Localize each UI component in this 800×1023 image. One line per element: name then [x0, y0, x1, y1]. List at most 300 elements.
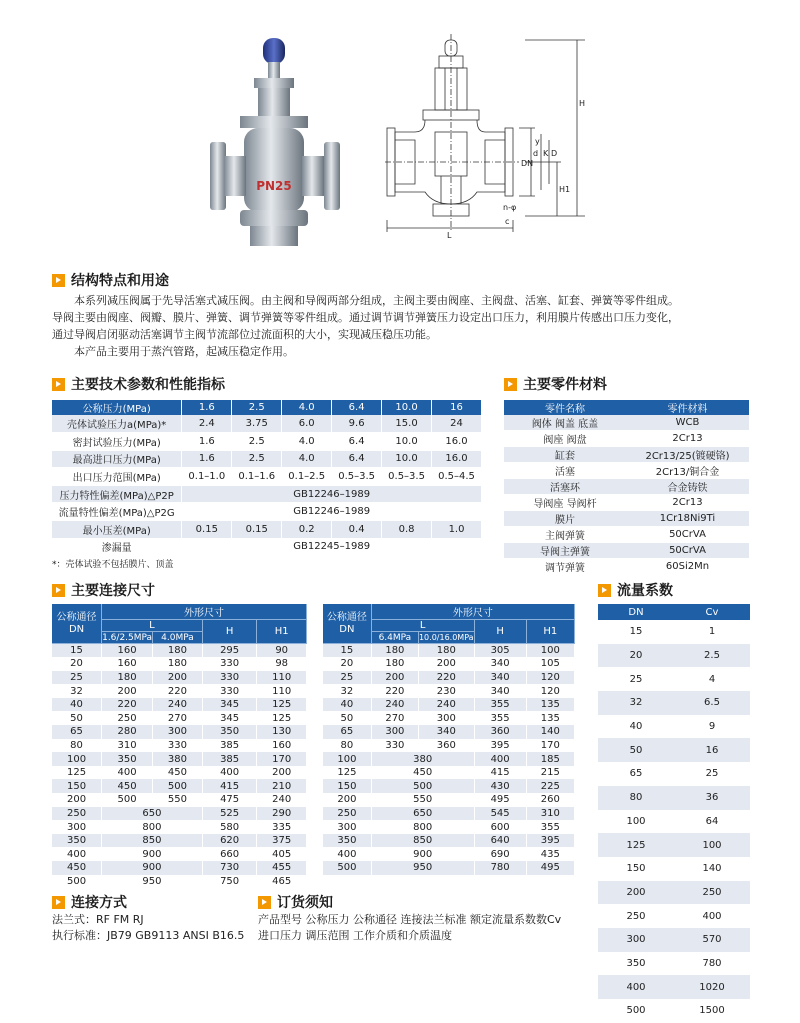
section-arrow-icon: [52, 378, 65, 391]
features-heading: 结构特点和用途: [52, 270, 169, 290]
table-cell: 60Si2Mn: [626, 559, 749, 575]
table-row: [52, 820, 307, 834]
table-cell: 壳体试验压力a(MPa)*: [52, 415, 182, 433]
table-cell: 9: [674, 715, 750, 739]
flow-heading: 流量系数: [598, 580, 673, 600]
table-cell: 32: [52, 684, 102, 698]
dim1-h1-header: H1: [257, 620, 307, 644]
table-cell: 950: [102, 875, 203, 889]
dim-label-c: c: [505, 217, 510, 226]
table-cell: GB12246–1989: [182, 485, 482, 503]
tech-header-cell: 10.0: [382, 400, 432, 415]
table-row: [504, 559, 749, 575]
table-cell: 65: [323, 725, 371, 739]
table-cell: 260: [526, 793, 574, 807]
table-cell: 250: [52, 807, 102, 821]
table-cell: 50CrVA: [626, 527, 749, 543]
table-cell: 110: [257, 684, 307, 698]
table-cell: 2.5: [232, 450, 282, 468]
table-cell: 135: [526, 698, 574, 712]
table-cell: 180: [371, 657, 418, 671]
table-cell: 380: [371, 752, 474, 766]
table-cell: 415: [202, 779, 257, 793]
table-cell: 385: [202, 752, 257, 766]
table-row: [52, 861, 307, 875]
table-cell: 80: [598, 786, 674, 810]
table-cell: 180: [153, 644, 203, 658]
table-cell: 300: [52, 820, 102, 834]
parts-heading: 主要零件材料: [504, 374, 607, 394]
table-row: [323, 739, 575, 753]
dim2-l-header: L: [371, 620, 474, 632]
table-cell: 800: [371, 820, 474, 834]
table-row: [323, 698, 575, 712]
parts-header-cell: 零件名称: [504, 400, 626, 415]
table-cell: 120: [526, 684, 574, 698]
table-cell: 230: [418, 684, 474, 698]
table-cell: 650: [371, 807, 474, 821]
table-cell: 阀体 阀盖 底盖: [504, 415, 626, 431]
table-cell: 330: [202, 671, 257, 685]
connection-text: [52, 912, 244, 944]
table-cell: 240: [257, 793, 307, 807]
table-cell: 620: [202, 834, 257, 848]
table-cell: 400: [102, 766, 153, 780]
table-cell: 780: [474, 861, 526, 875]
table-cell: 250: [102, 711, 153, 725]
table-cell: 25: [598, 667, 674, 691]
table-row: [52, 766, 307, 780]
table-cell: 200: [323, 793, 371, 807]
table-cell: 25: [323, 671, 371, 685]
table-cell: 2.5: [674, 644, 750, 668]
table-row: [598, 644, 750, 668]
dim-label-h: H: [579, 99, 586, 108]
table-cell: 4.0: [282, 433, 332, 451]
section-arrow-icon: [52, 896, 65, 909]
dim1-l2-header: 4.0MPa: [153, 632, 203, 644]
table-cell: WCB: [626, 415, 749, 431]
table-cell: 435: [526, 847, 574, 861]
table-cell: 180: [418, 644, 474, 658]
table-cell: 0.1–1.0: [182, 468, 232, 486]
table-cell: 0.15: [182, 521, 232, 539]
features-paragraph-1: 本系列减压阀属于先导活塞式减压阀。由主阀和导阀两部分组成，主阀主要由阀座、主阀盘、活塞、缸套、弹簧等零件组成。: [74, 294, 679, 307]
table-cell: 180: [102, 671, 153, 685]
table-row: [323, 847, 575, 861]
table-row: [323, 725, 575, 739]
table-row: [52, 793, 307, 807]
table-cell: 180: [371, 644, 418, 658]
table-cell: 385: [202, 739, 257, 753]
table-cell: 0.4: [332, 521, 382, 539]
table-cell: 400: [202, 766, 257, 780]
table-row: [598, 975, 750, 999]
table-cell: 355: [526, 820, 574, 834]
table-cell: 900: [102, 847, 203, 861]
section-arrow-icon: [52, 274, 65, 287]
table-cell: 450: [371, 766, 474, 780]
table-cell: 400: [674, 904, 750, 928]
tech-footnote: *：壳体试验不包括膜片、顶盖: [52, 560, 174, 570]
table-cell: 300: [323, 820, 371, 834]
table-cell: 200: [418, 657, 474, 671]
table-cell: 98: [257, 657, 307, 671]
table-cell: 32: [323, 684, 371, 698]
table-cell: 密封试验压力(MPa): [52, 433, 182, 451]
table-cell: 330: [202, 657, 257, 671]
table-cell: 4: [674, 667, 750, 691]
table-cell: 压力特性偏差(MPa)△P2P: [52, 485, 182, 503]
table-cell: 495: [526, 861, 574, 875]
table-cell: 20: [323, 657, 371, 671]
table-cell: 340: [418, 725, 474, 739]
table-cell: 330: [202, 684, 257, 698]
table-row: [504, 495, 749, 511]
dim-label-d-small: d: [533, 149, 539, 158]
table-cell: 900: [371, 847, 474, 861]
table-cell: 100: [323, 752, 371, 766]
dim1-l-header: L: [102, 620, 203, 632]
flow-cv-header: Cv: [674, 604, 750, 620]
table-cell: 140: [526, 725, 574, 739]
table-cell: 355: [474, 711, 526, 725]
table-row: [52, 485, 482, 503]
table-cell: 140: [674, 857, 750, 881]
table-row: [52, 698, 307, 712]
table-cell: 395: [474, 739, 526, 753]
dim2-h1-header: H1: [526, 620, 574, 644]
table-cell: 305: [474, 644, 526, 658]
table-cell: 500: [323, 861, 371, 875]
table-row: [323, 752, 575, 766]
tech-table: [52, 400, 482, 556]
table-cell: 500: [52, 875, 102, 889]
parts-table: [504, 400, 749, 575]
table-cell: 最小压差(MPa): [52, 521, 182, 539]
table-cell: 900: [102, 861, 203, 875]
table-cell: 调节弹簧: [504, 559, 626, 575]
table-row: [52, 834, 307, 848]
table-cell: 80: [52, 739, 102, 753]
table-cell: 0.5–3.5: [332, 468, 382, 486]
table-cell: 200: [52, 793, 102, 807]
table-cell: 渗漏量: [52, 538, 182, 556]
table-cell: 25: [674, 762, 750, 786]
tech-heading: 主要技术参数和性能指标: [52, 374, 225, 394]
table-row: [52, 503, 482, 521]
table-cell: 550: [153, 793, 203, 807]
table-cell: 350: [598, 952, 674, 976]
table-cell: 1.6: [182, 450, 232, 468]
table-cell: 400: [474, 752, 526, 766]
features-paragraph-1b: 导阀主要由阀座、阀瓣、膜片、弹簧、调节弹簧等零件组成。通过调节调节弹簧压力设定出口压力，利用膜片传感出口压力变化，: [52, 311, 679, 324]
dim-label-k: K: [543, 149, 549, 158]
table-row: [323, 861, 575, 875]
table-cell: 1: [674, 620, 750, 644]
table-cell: 合金铸铁: [626, 479, 749, 495]
table-cell: 2Cr13: [626, 431, 749, 447]
table-cell: 24: [432, 415, 482, 433]
table-cell: 0.5–4.5: [432, 468, 482, 486]
table-cell: 350: [202, 725, 257, 739]
table-cell: 160: [102, 644, 153, 658]
table-row: [52, 671, 307, 685]
table-cell: 活塞环: [504, 479, 626, 495]
table-cell: 流量特性偏差(MPa)△P2G: [52, 503, 182, 521]
table-cell: 250: [323, 807, 371, 821]
table-cell: 270: [371, 711, 418, 725]
parts-header-row: [504, 400, 749, 415]
table-cell: 125: [598, 833, 674, 857]
order-text: [258, 912, 561, 944]
table-cell: 65: [52, 725, 102, 739]
table-row: [323, 671, 575, 685]
tech-header-cell: 公称压力(MPa): [52, 400, 182, 415]
table-cell: 215: [526, 766, 574, 780]
table-row: [598, 857, 750, 881]
table-cell: 105: [526, 657, 574, 671]
table-cell: 345: [202, 711, 257, 725]
tech-header-cell: 4.0: [282, 400, 332, 415]
table-row: [52, 779, 307, 793]
table-row: [52, 875, 307, 889]
dim2-outer-header: 外形尺寸: [371, 604, 574, 620]
table-cell: 110: [257, 671, 307, 685]
table-row: [504, 447, 749, 463]
table-cell: 4.0: [282, 450, 332, 468]
table-row: [323, 657, 575, 671]
table-cell: 2Cr13/25(镀硬铬): [626, 447, 749, 463]
tech-header-row: [52, 400, 482, 415]
table-cell: 185: [526, 752, 574, 766]
flow-table: [598, 604, 750, 1023]
table-row: [323, 793, 575, 807]
tech-header-cell: 2.5: [232, 400, 282, 415]
table-cell: 2Cr13/铜合金: [626, 463, 749, 479]
tech-header-cell: 6.4: [332, 400, 382, 415]
table-cell: 405: [257, 847, 307, 861]
table-cell: 9.6: [332, 415, 382, 433]
parts-header-cell: 零件材料: [626, 400, 749, 415]
table-cell: 240: [418, 698, 474, 712]
table-cell: 330: [153, 739, 203, 753]
table-cell: 500: [153, 779, 203, 793]
table-row: [598, 786, 750, 810]
table-cell: 阀座 阀盘: [504, 431, 626, 447]
table-cell: 200: [371, 671, 418, 685]
table-cell: 50: [323, 711, 371, 725]
valve-photo: [200, 30, 350, 260]
dim-table-left: [52, 604, 307, 888]
table-cell: 750: [202, 875, 257, 889]
table-cell: 3.75: [232, 415, 282, 433]
dim2-l1-header: 6.4MPa: [371, 632, 418, 644]
table-cell: 16.0: [432, 450, 482, 468]
table-cell: 375: [257, 834, 307, 848]
table-cell: 2Cr13: [626, 495, 749, 511]
table-row: [323, 779, 575, 793]
table-cell: 200: [102, 684, 153, 698]
table-cell: 300: [598, 928, 674, 952]
table-cell: 660: [202, 847, 257, 861]
table-cell: 170: [526, 739, 574, 753]
table-cell: 350: [52, 834, 102, 848]
table-cell: 475: [202, 793, 257, 807]
table-cell: 150: [323, 779, 371, 793]
table-cell: 15: [323, 644, 371, 658]
connection-line-2: 执行标准：JB79 GB9113 ANSI B16.5: [52, 929, 245, 942]
table-cell: 340: [474, 657, 526, 671]
table-cell: 15: [598, 620, 674, 644]
table-cell: 6.4: [332, 450, 382, 468]
table-cell: 640: [474, 834, 526, 848]
dim1-outer-header: 外形尺寸: [102, 604, 307, 620]
table-cell: 300: [418, 711, 474, 725]
table-cell: 125: [323, 766, 371, 780]
table-cell: 6.5: [674, 691, 750, 715]
table-cell: GB12245–1989: [182, 538, 482, 556]
dim1-l1-header: 1.6/2.5MPa: [102, 632, 153, 643]
table-cell: 150: [52, 779, 102, 793]
table-cell: 280: [102, 725, 153, 739]
table-cell: 500: [598, 999, 674, 1023]
table-row: [52, 433, 482, 451]
table-cell: 1.6: [182, 433, 232, 451]
table-cell: 450: [52, 861, 102, 875]
dim-label-y: y: [535, 137, 540, 146]
table-cell: 0.2: [282, 521, 332, 539]
dim2-l2-header: 10.0/16.0MPa: [418, 633, 474, 642]
table-cell: 100: [598, 810, 674, 834]
section-arrow-icon: [258, 896, 271, 909]
table-cell: 200: [153, 671, 203, 685]
order-line-2: 进口压力 调压范围 工作介质和介质温度: [258, 929, 452, 942]
table-cell: 350: [323, 834, 371, 848]
table-cell: 1500: [674, 999, 750, 1023]
table-row: [323, 684, 575, 698]
table-row: [504, 511, 749, 527]
order-heading: 订货须知: [258, 892, 333, 912]
table-cell: 415: [474, 766, 526, 780]
table-cell: 40: [598, 715, 674, 739]
table-cell: 170: [257, 752, 307, 766]
dim-label-h1: H1: [559, 185, 571, 194]
table-cell: 15: [52, 644, 102, 658]
features-paragraph-2: 本产品主要用于蒸汽管路，起减压稳定作用。: [74, 345, 294, 358]
table-cell: 850: [102, 834, 203, 848]
table-row: [323, 807, 575, 821]
table-cell: 395: [526, 834, 574, 848]
conn-size-heading: 主要连接尺寸: [52, 580, 155, 600]
table-cell: 16: [674, 738, 750, 762]
table-cell: 导阀座 导阀杆: [504, 495, 626, 511]
table-cell: 430: [474, 779, 526, 793]
table-row: [323, 834, 575, 848]
table-cell: 250: [598, 904, 674, 928]
dim1-h-header: H: [202, 620, 257, 644]
table-cell: 330: [371, 739, 418, 753]
dim-table-right: [323, 604, 575, 875]
table-cell: 240: [153, 698, 203, 712]
table-cell: 800: [102, 820, 203, 834]
table-cell: 50: [52, 711, 102, 725]
table-cell: 570: [674, 928, 750, 952]
table-cell: 135: [526, 711, 574, 725]
dim1-dn-header: 公称通径 DN: [52, 604, 102, 644]
table-cell: 25: [52, 671, 102, 685]
table-cell: 345: [202, 698, 257, 712]
table-row: [598, 904, 750, 928]
table-cell: 10.0: [382, 433, 432, 451]
table-row: [52, 657, 307, 671]
table-row: [504, 543, 749, 559]
table-cell: 600: [474, 820, 526, 834]
table-row: [52, 684, 307, 698]
table-row: [598, 691, 750, 715]
table-cell: 780: [674, 952, 750, 976]
table-cell: 180: [153, 657, 203, 671]
dim-label-d: D: [551, 149, 558, 158]
table-row: [52, 739, 307, 753]
table-row: [598, 881, 750, 905]
dim-label-n-phi: n-φ: [503, 203, 517, 212]
table-cell: 缸套: [504, 447, 626, 463]
table-row: [598, 833, 750, 857]
table-cell: 6.4: [332, 433, 382, 451]
table-cell: 50: [598, 738, 674, 762]
table-row: [52, 644, 307, 658]
table-row: [504, 415, 749, 431]
table-cell: 350: [102, 752, 153, 766]
table-cell: 950: [371, 861, 474, 875]
table-cell: 64: [674, 810, 750, 834]
table-row: [52, 538, 482, 556]
table-cell: 50CrVA: [626, 543, 749, 559]
table-cell: 65: [598, 762, 674, 786]
flow-dn-header: DN: [598, 604, 674, 620]
table-cell: 210: [257, 779, 307, 793]
table-cell: 2.5: [232, 433, 282, 451]
table-row: [52, 415, 482, 433]
order-line-1: 产品型号 公称压力 公称通径 连接法兰标准 额定流量系数数Cv: [258, 913, 562, 926]
table-cell: 90: [257, 644, 307, 658]
table-cell: 0.8: [382, 521, 432, 539]
table-cell: 80: [323, 739, 371, 753]
table-cell: 550: [371, 793, 474, 807]
table-cell: 355: [474, 698, 526, 712]
table-cell: 膜片: [504, 511, 626, 527]
table-row: [504, 479, 749, 495]
dim2-h-header: H: [474, 620, 526, 644]
table-cell: 1.0: [432, 521, 482, 539]
table-row: [52, 752, 307, 766]
table-cell: 690: [474, 847, 526, 861]
table-cell: 250: [674, 881, 750, 905]
table-cell: 300: [371, 725, 418, 739]
table-cell: 340: [474, 671, 526, 685]
table-cell: 1Cr18Ni9Ti: [626, 511, 749, 527]
table-row: [52, 807, 307, 821]
table-cell: 290: [257, 807, 307, 821]
table-row: [52, 847, 307, 861]
tech-header-cell: 1.6: [182, 400, 232, 415]
table-cell: 200: [257, 766, 307, 780]
table-cell: 450: [153, 766, 203, 780]
table-cell: 360: [418, 739, 474, 753]
table-cell: 0.5–3.5: [382, 468, 432, 486]
table-cell: 400: [598, 975, 674, 999]
